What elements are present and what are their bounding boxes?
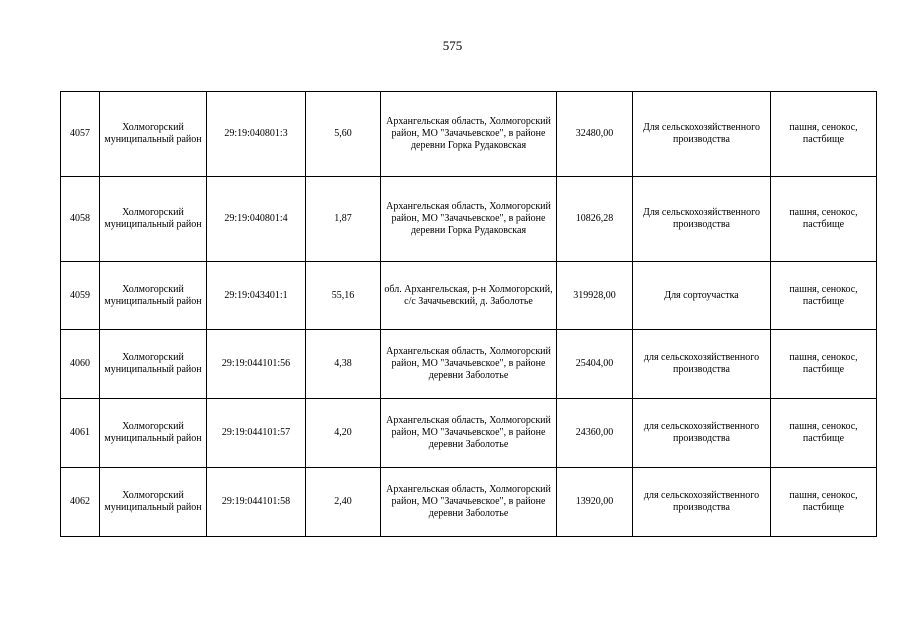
land-use-cell: пашня, сенокос, пастбище xyxy=(771,468,877,537)
row-number: 4060 xyxy=(61,330,100,399)
purpose-cell: для сельскохозяйственного производства xyxy=(633,468,771,537)
table-row xyxy=(61,399,877,468)
purpose-cell: для сельскохозяйственного производства xyxy=(633,399,771,468)
area-cell: 55,16 xyxy=(306,262,381,330)
municipality-cell: Холмогорский муниципальный район xyxy=(100,177,207,262)
cadastral-number-cell: 29:19:044101:58 xyxy=(207,468,306,537)
purpose-cell: Для сельскохозяйственного производства xyxy=(633,92,771,177)
value-cell: 13920,00 xyxy=(557,468,633,537)
municipality-cell: Холмогорский муниципальный район xyxy=(100,399,207,468)
cadastral-number-cell: 29:19:044101:56 xyxy=(207,330,306,399)
purpose-cell: для сельскохозяйственного производства xyxy=(633,330,771,399)
land-use-cell: пашня, сенокос, пастбище xyxy=(771,330,877,399)
value-cell: 32480,00 xyxy=(557,92,633,177)
area-cell: 4,38 xyxy=(306,330,381,399)
row-number: 4061 xyxy=(61,399,100,468)
location-cell: обл. Архангельская, р-н Холмогорский, с/с Зачачьевский, д. Заболотье xyxy=(381,262,557,330)
purpose-cell: Для сельскохозяйственного производства xyxy=(633,177,771,262)
table-row xyxy=(61,92,877,177)
value-cell: 24360,00 xyxy=(557,399,633,468)
area-cell: 5,60 xyxy=(306,92,381,177)
table-row xyxy=(61,262,877,330)
value-cell: 25404,00 xyxy=(557,330,633,399)
table-row xyxy=(61,177,877,262)
land-use-cell: пашня, сенокос, пастбище xyxy=(771,262,877,330)
value-cell: 319928,00 xyxy=(557,262,633,330)
cadastral-number-cell: 29:19:040801:4 xyxy=(207,177,306,262)
municipality-cell: Холмогорский муниципальный район xyxy=(100,262,207,330)
location-cell: Архангельская область, Холмогорский район, МО "Зачачьевское", в районе деревни Горка Рудаковская xyxy=(381,177,557,262)
table-row xyxy=(61,468,877,537)
area-cell: 4,20 xyxy=(306,399,381,468)
cadastral-number-cell: 29:19:040801:3 xyxy=(207,92,306,177)
land-use-cell: пашня, сенокос, пастбище xyxy=(771,177,877,262)
area-cell: 2,40 xyxy=(306,468,381,537)
area-cell: 1,87 xyxy=(306,177,381,262)
land-use-cell: пашня, сенокос, пастбище xyxy=(771,92,877,177)
location-cell: Архангельская область, Холмогорский район, МО "Зачачьевское", в районе деревни Заболотье xyxy=(381,399,557,468)
cadastral-number-cell: 29:19:044101:57 xyxy=(207,399,306,468)
value-cell: 10826,28 xyxy=(557,177,633,262)
row-number: 4062 xyxy=(61,468,100,537)
municipality-cell: Холмогорский муниципальный район xyxy=(100,330,207,399)
cadastral-number-cell: 29:19:043401:1 xyxy=(207,262,306,330)
row-number: 4059 xyxy=(61,262,100,330)
municipality-cell: Холмогорский муниципальный район xyxy=(100,468,207,537)
table-row xyxy=(61,330,877,399)
row-number: 4058 xyxy=(61,177,100,262)
purpose-cell: Для сортоучастка xyxy=(633,262,771,330)
page-number: 575 xyxy=(442,38,463,53)
row-number: 4057 xyxy=(61,92,100,177)
location-cell: Архангельская область, Холмогорский район, МО "Зачачьевское", в районе деревни Горка Рудаковская xyxy=(381,92,557,177)
location-cell: Архангельская область, Холмогорский район, МО "Зачачьевское", в районе деревни Заболотье xyxy=(381,468,557,537)
land-register-table xyxy=(60,91,877,537)
location-cell: Архангельская область, Холмогорский район, МО "Зачачьевское", в районе деревни Заболотье xyxy=(381,330,557,399)
municipality-cell: Холмогорский муниципальный район xyxy=(100,92,207,177)
land-use-cell: пашня, сенокос, пастбище xyxy=(771,399,877,468)
